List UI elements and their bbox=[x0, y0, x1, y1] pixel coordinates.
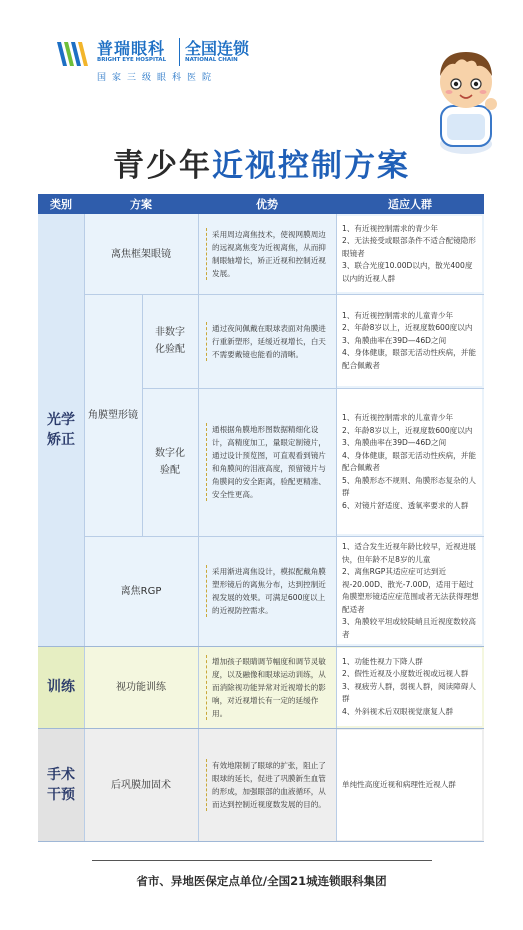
footer-divider bbox=[92, 860, 432, 861]
grid-hline bbox=[84, 536, 484, 537]
hospital-logo bbox=[55, 34, 285, 86]
audience-item: 1、有近视控制需求的青少年 bbox=[342, 223, 438, 233]
advantage-training bbox=[198, 646, 336, 728]
advantage-text: 采用渐进离焦设计，模拟配戴角膜塑形镜后的离焦分布，达到控制近视发展的效果。可满足600度以上的近视防控需求。 bbox=[206, 565, 330, 617]
scheme-nondigital-fitting bbox=[142, 294, 198, 388]
grid-hline bbox=[38, 841, 484, 842]
audience-item: 2、年龄8岁以上，近视度数600度以内 bbox=[342, 425, 473, 435]
audience-item: 6、对镜片舒适度、透氧率要求的人群 bbox=[342, 500, 469, 510]
audience-item: 1、有近视控制需求的儿童青少年 bbox=[342, 413, 454, 422]
audience-item: 4、身体健康，眼部无活动性疾病，并能配合佩戴者 bbox=[342, 450, 476, 472]
scheme-nondigital-label: 非数字化验配 bbox=[155, 327, 185, 355]
category-training bbox=[38, 646, 84, 728]
audience-defocus-glasses bbox=[336, 214, 484, 294]
header-advantage: 优势 bbox=[198, 194, 336, 214]
scheme-vision-training: 视功能训练 bbox=[116, 681, 166, 693]
audience-item: 2、年龄8岁以上，近视度数600度以内 bbox=[342, 323, 473, 333]
audience-item: 1、适合发生近视年龄比较早，近视进展快，但年龄不足8岁的儿童 bbox=[342, 542, 476, 564]
logo-subtitle: 国家三级眼科医院 bbox=[97, 73, 218, 83]
logo-chain-cn: 全国连锁 bbox=[185, 39, 250, 58]
category-surgery bbox=[40, 728, 82, 842]
scheme-defocus-glasses: 离焦框架眼镜 bbox=[111, 248, 171, 260]
audience-list bbox=[342, 412, 480, 512]
title-part2: 近视控制方案 bbox=[212, 148, 410, 184]
scheme-digital-label: 数字化验配 bbox=[155, 448, 185, 476]
audience-item: 3、角膜曲率在39D—46D之间 bbox=[342, 438, 447, 447]
audience-list bbox=[342, 541, 480, 641]
header-audience: 适应人群 bbox=[336, 194, 484, 214]
audience-item: 3、角膜较平坦或较陡峭且近视度数较高者 bbox=[342, 617, 476, 639]
grid-hline bbox=[84, 294, 484, 295]
audience-item: 4、外斜视术后双眼视觉康复人群 bbox=[342, 706, 454, 716]
audience-list bbox=[342, 223, 480, 286]
grid-hline bbox=[142, 388, 484, 389]
advantage-text: 通过夜间佩戴在眼球表面对角膜进行重新塑形，延缓近视增长，白天不需要戴镜也能看的清晰。 bbox=[206, 322, 330, 361]
footer-text: 省市、异地医保定点单位/全国21城连锁眼科集团 bbox=[136, 874, 387, 888]
audience-item: 4、身体健康，眼部无活动性疾病，并能配合佩戴者 bbox=[342, 348, 476, 370]
advantage-nondigital bbox=[198, 294, 336, 388]
audience-item: 3、联合光度10.00D以内，散光400度以内的近视人群 bbox=[342, 261, 473, 283]
grid-vline bbox=[198, 214, 199, 842]
scheme-posterior-scleral: 后巩膜加固术 bbox=[111, 779, 171, 791]
audience-rgp bbox=[336, 536, 484, 646]
category-optical-label: 光学矫正 bbox=[47, 412, 75, 448]
advantage-text: 增加孩子眼睛调节幅度和调节灵敏度，以及融像和眼球运动训练，从而消除视功能异常对近视增长的影响，对近视增长有一定的延缓作用。 bbox=[206, 655, 330, 720]
header-category: 类别 bbox=[38, 194, 84, 214]
advantage-text: 通根据角膜地形图数据精细化设计，高精度加工，量眼定制镜片，通过设计预览图，可直观看到镜片和角膜间的泪液高度，预留镜片与角膜间的安全距离，验配更精准、安全性更高。 bbox=[206, 423, 330, 501]
logo-name-cn: 普瑞眼科 bbox=[97, 39, 166, 58]
scheme-digital-fitting bbox=[142, 388, 198, 536]
audience-item: 2、无法接受或眼部条件不适合配镜隐形眼镜者 bbox=[342, 236, 476, 258]
grid-vline bbox=[142, 294, 143, 536]
audience-nondigital bbox=[336, 294, 484, 388]
audience-item: 3、视疲劳人群，弱视人群，阅读障碍人群 bbox=[342, 681, 476, 704]
advantage-rgp bbox=[198, 536, 336, 646]
audience-item: 3、角膜曲率在39D—46D之间 bbox=[342, 335, 447, 345]
advantage-text: 有效地限制了眼球的扩张，阻止了眼球的延长，促进了巩膜新生血管的形成，加强眼部的血液循环，从而达到控制近视度数发展的目的。 bbox=[206, 759, 330, 811]
advantage-text: 采用周边离焦技术，使视网膜周边的远视离焦变为近视离焦，从而抑制眼轴增长，矫正近视和控制近视发展。 bbox=[206, 228, 330, 280]
logo-name-en: BRIGHT EYE HOSPITAL bbox=[97, 57, 167, 63]
grid-hline bbox=[38, 728, 484, 729]
category-training-label: 训练 bbox=[47, 679, 75, 695]
audience-training bbox=[336, 646, 484, 728]
grid-vline bbox=[84, 214, 85, 842]
title-part1: 青少年 bbox=[113, 148, 212, 184]
scheme-defocus-rgp: 离焦RGP bbox=[120, 585, 162, 597]
audience-item: 1、功能性视力下降人群 bbox=[342, 656, 423, 666]
audience-list bbox=[342, 656, 480, 719]
page-title bbox=[0, 140, 523, 185]
logo-divider bbox=[179, 38, 180, 66]
audience-digital bbox=[336, 388, 484, 536]
audience-surgery bbox=[336, 728, 484, 842]
grid-hline bbox=[38, 646, 484, 647]
myopia-control-table bbox=[38, 194, 484, 842]
grid-vline bbox=[336, 214, 337, 842]
header-scheme: 方案 bbox=[84, 194, 198, 214]
audience-list bbox=[342, 779, 456, 792]
audience-item: 5、角膜形态不规则、角膜形态复杂的人群 bbox=[342, 475, 476, 497]
advantage-defocus-glasses bbox=[198, 214, 336, 294]
audience-list bbox=[342, 310, 480, 373]
logo-chain-en: NATIONAL CHAIN bbox=[185, 57, 238, 63]
logo-mark-icon bbox=[55, 36, 91, 72]
audience-item: 单纯性高度近视和病理性近视人群 bbox=[342, 779, 456, 789]
audience-item: 1、有近视控制需求的儿童青少年 bbox=[342, 310, 454, 320]
category-surgery-label: 手术干预 bbox=[47, 767, 75, 803]
category-optical bbox=[40, 214, 82, 646]
scheme-orthok: 角膜塑形镜 bbox=[88, 409, 138, 421]
audience-item: 2、离焦RGP其适应症可达到近视-20.00D、散光-7.00D，适用于超过角膜塑形镜适应症范围或者无法获得理想配适者 bbox=[342, 567, 479, 614]
advantage-surgery bbox=[198, 728, 336, 842]
audience-item: 2、假性近视及小度数近视或远视人群 bbox=[342, 669, 469, 679]
advantage-digital bbox=[198, 388, 336, 536]
